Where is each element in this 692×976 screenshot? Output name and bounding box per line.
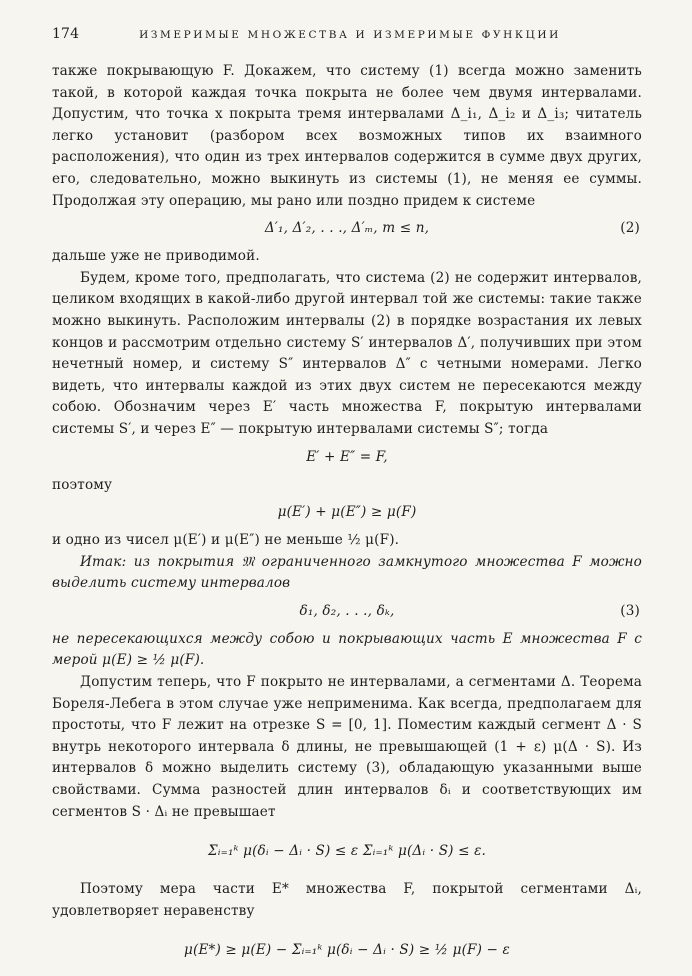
paragraph-4: поэтому xyxy=(52,476,113,493)
paragraph-7: не пересекающихся между собою и покрывающих часть E множества F с мерой μ(E) ≥ ½ μ(F). xyxy=(52,630,642,669)
equation-last xyxy=(52,928,642,972)
paragraph-3: Будем, кроме того, предполагать, что система (2) не содержит интервалов, целиком входящих в какой-либо другой интервал той же системы: такие также можно выкинуть. Расположим интервалы (2) в порядке возрастания их левых концов и рассмотрим отдельно систему S′ интервалов Δ′, получивших при этом нечетный номер, и систему S″ интервалов Δ″ с четными номерами. Легко видеть, что интервалы каждой из этих двух систем не пересекаются между собою. Обозначим через E′ часть множества F, покрытую интервалами системы S′, и через E″ — покрытую интервалами системы S″; тогда xyxy=(52,269,642,437)
page-header xyxy=(52,24,642,45)
equation-union xyxy=(52,445,642,469)
equation-2 xyxy=(52,216,642,240)
equation-measure xyxy=(52,500,642,524)
equation-sum-body: Σᵢ₌₁ᵏ μ(δᵢ − Δᵢ · S) ≤ ε Σᵢ₌₁ᵏ μ(Δᵢ · S) ≤ ε. xyxy=(207,843,487,860)
paragraph-5: и одно из чисел μ(E′) и μ(E″) не меньше ½ μ(F). xyxy=(52,532,400,549)
equation-3-tag: (3) xyxy=(620,602,640,619)
paragraph-6: Итак: из покрытия 𝔐 ограниченного замкнутого множества F можно выделить систему интервалов xyxy=(52,553,642,592)
equation-3-body: δ₁, δ₂, . . ., δₖ, xyxy=(299,602,395,619)
equation-last-body: μ(E*) ≥ μ(E) − Σᵢ₌₁ᵏ μ(δᵢ − Δᵢ · S) ≥ ½ μ(F) − ε xyxy=(184,942,510,959)
equation-union-body: E′ + E″ = F, xyxy=(306,448,388,465)
equation-3 xyxy=(52,599,642,623)
running-title: ИЗМЕРИМЫЕ МНОЖЕСТВА И ИЗМЕРИМЫЕ ФУНКЦИИ xyxy=(139,29,561,41)
equation-2-tag: (2) xyxy=(620,220,640,237)
equation-2-body: Δ′₁, Δ′₂, . . ., Δ′ₘ, m ≤ n, xyxy=(264,220,430,237)
paragraph-9: Поэтому мера части E* множества F, покрытой сегментами Δᵢ, удовлетворяет неравенству xyxy=(52,881,642,919)
paragraph-2: дальше уже не приводимой. xyxy=(52,248,260,265)
equation-measure-body: μ(E′) + μ(E″) ≥ μ(F) xyxy=(277,504,417,521)
paragraph-8: Допустим теперь, что F покрыто не интервалами, а сегментами Δ. Теорема Бореля-Лебега в этом случае уже неприменима. Как всегда, предполагаем для простоты, что F лежит на отрезке S = [0, 1]. Поместим каждый сегмент Δ · S внутрь некоторого интервала δ длины, не превышающей (1 + ε) μ(Δ · S). Из интервалов δ можно выделить систему (3), обладающую указанными выше свойствами. Сумма разностей длин интервалов δᵢ и соответствующих им сегментов S · Δᵢ не превышает xyxy=(52,674,642,820)
paragraph-1: также покрывающую F. Докажем, что систему (1) всегда можно заменить такой, в которой каждая точка покрыта не более чем двумя интервалами. Допустим, что точка x покрыта тремя интервалами Δ_i₁, Δ_i₂ и Δ_i₃; читатель легко установит (разбором всех возможных типов их взаимного расположения), что один из трех интервалов содержится в сумме двух других, его, следовательно, можно выкинуть из системы (1), не меняя ее суммы. Продолжая эту операцию, мы рано или поздно придем к системе xyxy=(52,63,642,209)
equation-sum xyxy=(52,829,642,873)
page-number: 174 xyxy=(52,26,80,42)
